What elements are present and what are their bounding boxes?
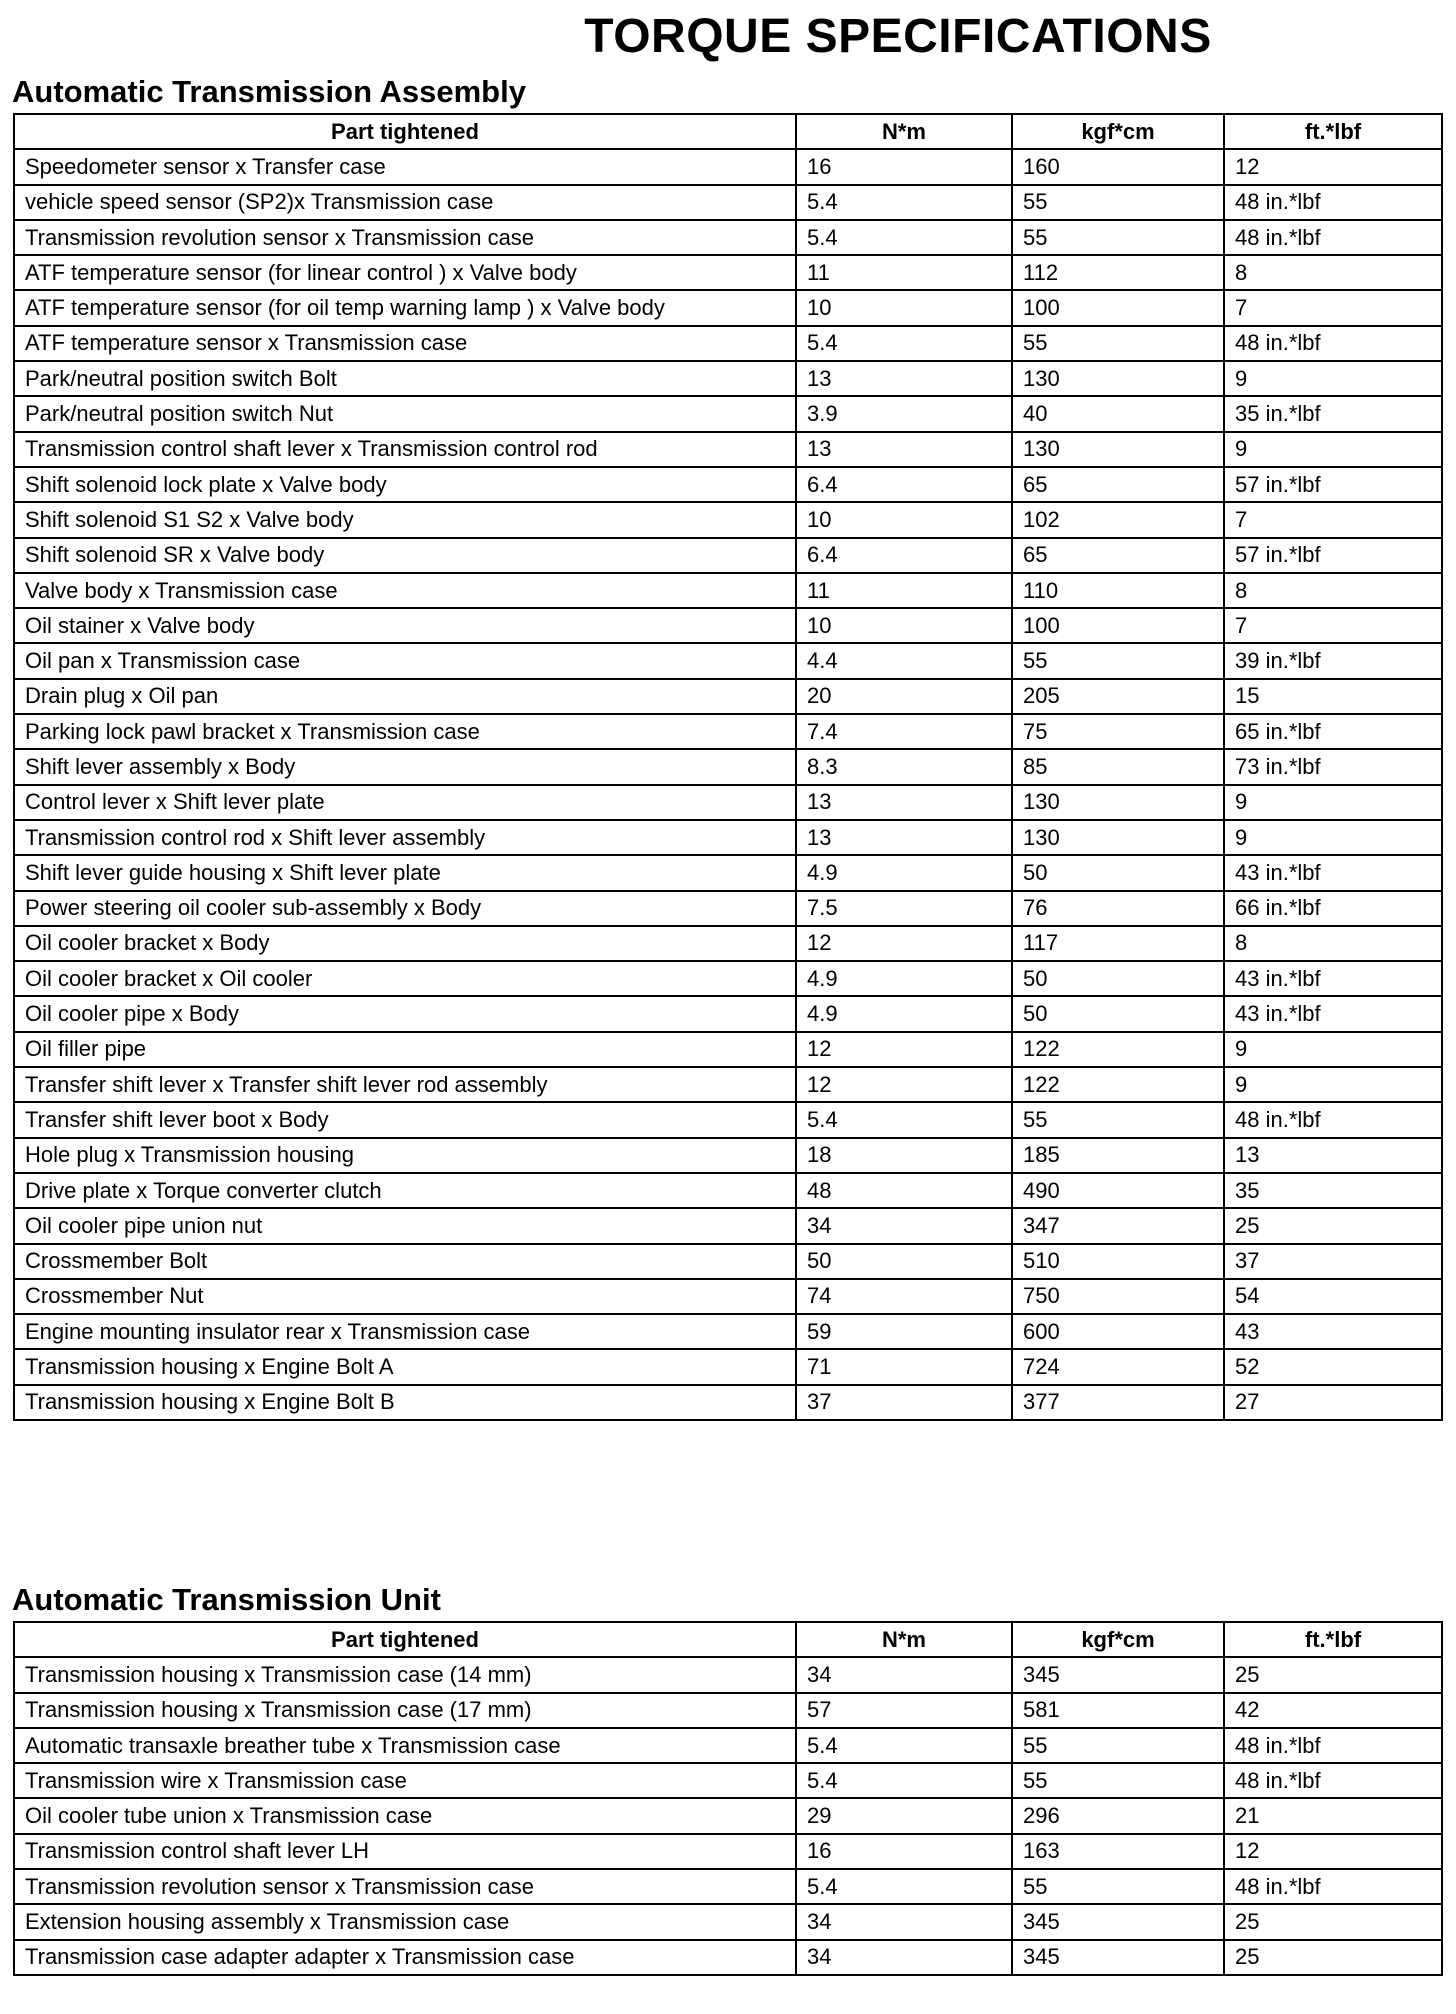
cell-part: Transmission case adapter adapter x Transmission case <box>14 1940 796 1975</box>
table-row <box>14 1693 1442 1728</box>
cell-part: Oil cooler pipe union nut <box>14 1208 796 1243</box>
cell-part: Oil cooler pipe x Body <box>14 996 796 1031</box>
cell-ftlbf: 57 in.*lbf <box>1224 538 1442 573</box>
cell-nm: 13 <box>796 432 1012 467</box>
cell-kgfcm: 76 <box>1012 891 1224 926</box>
cell-kgfcm: 510 <box>1012 1244 1224 1279</box>
table-row <box>14 573 1442 608</box>
cell-nm: 4.4 <box>796 643 1012 678</box>
table-row <box>14 1208 1442 1243</box>
cell-part: Shift lever assembly x Body <box>14 749 796 784</box>
section-title-unit: Automatic Transmission Unit <box>12 1582 441 1617</box>
cell-ftlbf: 9 <box>1224 361 1442 396</box>
cell-part: Speedometer sensor x Transfer case <box>14 149 796 184</box>
cell-nm: 12 <box>796 1032 1012 1067</box>
cell-nm: 5.4 <box>796 1869 1012 1904</box>
cell-kgfcm: 122 <box>1012 1032 1224 1067</box>
column-header-ftlbf: ft.*lbf <box>1224 114 1442 149</box>
cell-kgfcm: 185 <box>1012 1138 1224 1173</box>
cell-ftlbf: 65 in.*lbf <box>1224 714 1442 749</box>
column-header-part: Part tightened <box>14 114 796 149</box>
column-header-part: Part tightened <box>14 1622 796 1657</box>
cell-kgfcm: 490 <box>1012 1173 1224 1208</box>
table-row <box>14 467 1442 502</box>
cell-ftlbf: 25 <box>1224 1904 1442 1939</box>
table-row <box>14 1657 1442 1692</box>
cell-ftlbf: 15 <box>1224 679 1442 714</box>
cell-part: Oil cooler bracket x Body <box>14 926 796 961</box>
table-row <box>14 502 1442 537</box>
column-header-kgfcm: kgf*cm <box>1012 1622 1224 1657</box>
cell-kgfcm: 345 <box>1012 1904 1224 1939</box>
cell-part: Engine mounting insulator rear x Transmission case <box>14 1314 796 1349</box>
cell-ftlbf: 48 in.*lbf <box>1224 185 1442 220</box>
table-row <box>14 855 1442 890</box>
cell-nm: 34 <box>796 1208 1012 1243</box>
table-row <box>14 785 1442 820</box>
table-row <box>14 1834 1442 1869</box>
table-row <box>14 926 1442 961</box>
column-header-nm: N*m <box>796 1622 1012 1657</box>
cell-part: Transmission housing x Transmission case (14 mm) <box>14 1657 796 1692</box>
cell-nm: 4.9 <box>796 855 1012 890</box>
table-row <box>14 1067 1442 1102</box>
table-row <box>14 1869 1442 1904</box>
table-row <box>14 361 1442 396</box>
cell-kgfcm: 345 <box>1012 1940 1224 1975</box>
cell-part: Shift lever guide housing x Shift lever plate <box>14 855 796 890</box>
cell-kgfcm: 55 <box>1012 1728 1224 1763</box>
cell-nm: 11 <box>796 573 1012 608</box>
table-row <box>14 679 1442 714</box>
cell-nm: 10 <box>796 608 1012 643</box>
cell-nm: 16 <box>796 149 1012 184</box>
cell-kgfcm: 117 <box>1012 926 1224 961</box>
torque-table-assembly <box>13 113 1443 1421</box>
table-row <box>14 1940 1442 1975</box>
cell-nm: 48 <box>796 1173 1012 1208</box>
cell-nm: 59 <box>796 1314 1012 1349</box>
cell-kgfcm: 160 <box>1012 149 1224 184</box>
cell-part: vehicle speed sensor (SP2)x Transmission case <box>14 185 796 220</box>
cell-nm: 6.4 <box>796 538 1012 573</box>
cell-kgfcm: 55 <box>1012 1869 1224 1904</box>
cell-kgfcm: 581 <box>1012 1693 1224 1728</box>
cell-nm: 7.4 <box>796 714 1012 749</box>
cell-ftlbf: 66 in.*lbf <box>1224 891 1442 926</box>
cell-nm: 20 <box>796 679 1012 714</box>
table-row <box>14 643 1442 678</box>
cell-part: Shift solenoid S1 S2 x Valve body <box>14 502 796 537</box>
cell-ftlbf: 52 <box>1224 1349 1442 1384</box>
cell-part: Transmission housing x Engine Bolt A <box>14 1349 796 1384</box>
cell-kgfcm: 50 <box>1012 996 1224 1031</box>
column-header-nm: N*m <box>796 114 1012 149</box>
table-row <box>14 1349 1442 1384</box>
cell-ftlbf: 48 in.*lbf <box>1224 1728 1442 1763</box>
cell-part: Transmission revolution sensor x Transmission case <box>14 1869 796 1904</box>
table-row <box>14 220 1442 255</box>
cell-nm: 5.4 <box>796 185 1012 220</box>
table-row <box>14 1763 1442 1798</box>
cell-nm: 10 <box>796 502 1012 537</box>
cell-kgfcm: 50 <box>1012 961 1224 996</box>
cell-ftlbf: 73 in.*lbf <box>1224 749 1442 784</box>
cell-nm: 13 <box>796 785 1012 820</box>
cell-part: Automatic transaxle breather tube x Transmission case <box>14 1728 796 1763</box>
table-row <box>14 255 1442 290</box>
cell-kgfcm: 100 <box>1012 290 1224 325</box>
cell-kgfcm: 163 <box>1012 1834 1224 1869</box>
cell-part: Hole plug x Transmission housing <box>14 1138 796 1173</box>
table-row <box>14 1102 1442 1137</box>
table-row <box>14 1728 1442 1763</box>
table-row <box>14 714 1442 749</box>
cell-kgfcm: 205 <box>1012 679 1224 714</box>
column-header-ftlbf: ft.*lbf <box>1224 1622 1442 1657</box>
table-row <box>14 996 1442 1031</box>
cell-part: Extension housing assembly x Transmission case <box>14 1904 796 1939</box>
cell-kgfcm: 55 <box>1012 326 1224 361</box>
cell-nm: 34 <box>796 1940 1012 1975</box>
table-row <box>14 1138 1442 1173</box>
table-row <box>14 432 1442 467</box>
cell-part: Oil cooler bracket x Oil cooler <box>14 961 796 996</box>
cell-ftlbf: 7 <box>1224 608 1442 643</box>
cell-part: Transmission revolution sensor x Transmission case <box>14 220 796 255</box>
cell-ftlbf: 25 <box>1224 1208 1442 1243</box>
cell-ftlbf: 7 <box>1224 290 1442 325</box>
cell-nm: 74 <box>796 1279 1012 1314</box>
cell-kgfcm: 55 <box>1012 220 1224 255</box>
cell-ftlbf: 9 <box>1224 1032 1442 1067</box>
cell-nm: 37 <box>796 1385 1012 1420</box>
cell-ftlbf: 21 <box>1224 1798 1442 1833</box>
page-title: TORQUE SPECIFICATIONS <box>584 10 1212 63</box>
cell-part: Drive plate x Torque converter clutch <box>14 1173 796 1208</box>
cell-ftlbf: 57 in.*lbf <box>1224 467 1442 502</box>
cell-part: Crossmember Nut <box>14 1279 796 1314</box>
table-header-row <box>14 114 1442 149</box>
cell-part: Oil cooler tube union x Transmission case <box>14 1798 796 1833</box>
cell-nm: 5.4 <box>796 326 1012 361</box>
cell-ftlbf: 25 <box>1224 1940 1442 1975</box>
cell-ftlbf: 43 in.*lbf <box>1224 996 1442 1031</box>
cell-part: Shift solenoid lock plate x Valve body <box>14 467 796 502</box>
cell-part: Transmission control rod x Shift lever assembly <box>14 820 796 855</box>
cell-kgfcm: 65 <box>1012 467 1224 502</box>
cell-nm: 5.4 <box>796 220 1012 255</box>
cell-kgfcm: 65 <box>1012 538 1224 573</box>
cell-ftlbf: 48 in.*lbf <box>1224 220 1442 255</box>
cell-part: Oil stainer x Valve body <box>14 608 796 643</box>
cell-nm: 8.3 <box>796 749 1012 784</box>
table-row <box>14 149 1442 184</box>
cell-kgfcm: 50 <box>1012 855 1224 890</box>
cell-kgfcm: 75 <box>1012 714 1224 749</box>
cell-ftlbf: 37 <box>1224 1244 1442 1279</box>
cell-nm: 13 <box>796 820 1012 855</box>
cell-kgfcm: 130 <box>1012 361 1224 396</box>
cell-kgfcm: 377 <box>1012 1385 1224 1420</box>
cell-ftlbf: 27 <box>1224 1385 1442 1420</box>
cell-nm: 57 <box>796 1693 1012 1728</box>
cell-ftlbf: 9 <box>1224 785 1442 820</box>
table-row <box>14 326 1442 361</box>
cell-nm: 7.5 <box>796 891 1012 926</box>
cell-nm: 34 <box>796 1904 1012 1939</box>
cell-kgfcm: 130 <box>1012 785 1224 820</box>
table-row <box>14 290 1442 325</box>
cell-ftlbf: 8 <box>1224 255 1442 290</box>
cell-ftlbf: 35 <box>1224 1173 1442 1208</box>
cell-kgfcm: 600 <box>1012 1314 1224 1349</box>
table-row <box>14 961 1442 996</box>
cell-part: Parking lock pawl bracket x Transmission case <box>14 714 796 749</box>
cell-ftlbf: 42 <box>1224 1693 1442 1728</box>
cell-nm: 34 <box>796 1657 1012 1692</box>
cell-ftlbf: 7 <box>1224 502 1442 537</box>
cell-part: Transmission wire x Transmission case <box>14 1763 796 1798</box>
cell-nm: 71 <box>796 1349 1012 1384</box>
cell-part: Crossmember Bolt <box>14 1244 796 1279</box>
cell-nm: 11 <box>796 255 1012 290</box>
cell-part: Park/neutral position switch Bolt <box>14 361 796 396</box>
section-title-assembly: Automatic Transmission Assembly <box>12 74 526 109</box>
cell-part: Transmission control shaft lever x Transmission control rod <box>14 432 796 467</box>
table-row <box>14 891 1442 926</box>
cell-kgfcm: 55 <box>1012 643 1224 678</box>
table-row <box>14 1032 1442 1067</box>
table-row <box>14 1385 1442 1420</box>
cell-part: ATF temperature sensor (for linear control ) x Valve body <box>14 255 796 290</box>
table-row <box>14 608 1442 643</box>
table-row <box>14 1244 1442 1279</box>
cell-nm: 4.9 <box>796 961 1012 996</box>
cell-part: Valve body x Transmission case <box>14 573 796 608</box>
cell-kgfcm: 100 <box>1012 608 1224 643</box>
cell-ftlbf: 8 <box>1224 573 1442 608</box>
cell-kgfcm: 347 <box>1012 1208 1224 1243</box>
cell-nm: 18 <box>796 1138 1012 1173</box>
table-row <box>14 1173 1442 1208</box>
cell-part: Control lever x Shift lever plate <box>14 785 796 820</box>
column-header-kgfcm: kgf*cm <box>1012 114 1224 149</box>
cell-kgfcm: 296 <box>1012 1798 1224 1833</box>
cell-part: ATF temperature sensor (for oil temp warning lamp ) x Valve body <box>14 290 796 325</box>
table-row <box>14 1314 1442 1349</box>
cell-part: Oil pan x Transmission case <box>14 643 796 678</box>
cell-part: Transfer shift lever boot x Body <box>14 1102 796 1137</box>
cell-kgfcm: 55 <box>1012 185 1224 220</box>
cell-kgfcm: 750 <box>1012 1279 1224 1314</box>
cell-kgfcm: 130 <box>1012 820 1224 855</box>
cell-kgfcm: 122 <box>1012 1067 1224 1102</box>
cell-ftlbf: 12 <box>1224 1834 1442 1869</box>
cell-part: Transmission housing x Transmission case (17 mm) <box>14 1693 796 1728</box>
cell-ftlbf: 48 in.*lbf <box>1224 1102 1442 1137</box>
cell-ftlbf: 43 in.*lbf <box>1224 961 1442 996</box>
cell-ftlbf: 9 <box>1224 820 1442 855</box>
cell-nm: 10 <box>796 290 1012 325</box>
cell-ftlbf: 8 <box>1224 926 1442 961</box>
cell-nm: 50 <box>796 1244 1012 1279</box>
cell-kgfcm: 724 <box>1012 1349 1224 1384</box>
cell-part: Drain plug x Oil pan <box>14 679 796 714</box>
cell-ftlbf: 9 <box>1224 432 1442 467</box>
table-row <box>14 185 1442 220</box>
cell-part: Shift solenoid SR x Valve body <box>14 538 796 573</box>
table-row <box>14 820 1442 855</box>
table-row <box>14 396 1442 431</box>
cell-kgfcm: 112 <box>1012 255 1224 290</box>
cell-ftlbf: 39 in.*lbf <box>1224 643 1442 678</box>
cell-part: ATF temperature sensor x Transmission case <box>14 326 796 361</box>
cell-ftlbf: 54 <box>1224 1279 1442 1314</box>
cell-part: Power steering oil cooler sub-assembly x Body <box>14 891 796 926</box>
cell-ftlbf: 48 in.*lbf <box>1224 1869 1442 1904</box>
cell-ftlbf: 48 in.*lbf <box>1224 1763 1442 1798</box>
cell-nm: 13 <box>796 361 1012 396</box>
cell-kgfcm: 55 <box>1012 1763 1224 1798</box>
cell-nm: 16 <box>796 1834 1012 1869</box>
torque-table-unit <box>13 1621 1443 1976</box>
cell-ftlbf: 43 in.*lbf <box>1224 855 1442 890</box>
cell-ftlbf: 25 <box>1224 1657 1442 1692</box>
cell-part: Oil filler pipe <box>14 1032 796 1067</box>
cell-ftlbf: 12 <box>1224 149 1442 184</box>
table-header-row <box>14 1622 1442 1657</box>
cell-part: Transfer shift lever x Transfer shift lever rod assembly <box>14 1067 796 1102</box>
cell-part: Transmission housing x Engine Bolt B <box>14 1385 796 1420</box>
cell-kgfcm: 85 <box>1012 749 1224 784</box>
cell-ftlbf: 9 <box>1224 1067 1442 1102</box>
cell-nm: 5.4 <box>796 1728 1012 1763</box>
cell-nm: 5.4 <box>796 1102 1012 1137</box>
cell-nm: 4.9 <box>796 996 1012 1031</box>
cell-nm: 5.4 <box>796 1763 1012 1798</box>
cell-kgfcm: 110 <box>1012 573 1224 608</box>
cell-nm: 12 <box>796 1067 1012 1102</box>
table-row <box>14 1798 1442 1833</box>
table-row <box>14 1279 1442 1314</box>
cell-kgfcm: 130 <box>1012 432 1224 467</box>
cell-part: Transmission control shaft lever LH <box>14 1834 796 1869</box>
cell-nm: 12 <box>796 926 1012 961</box>
cell-part: Park/neutral position switch Nut <box>14 396 796 431</box>
table-row <box>14 1904 1442 1939</box>
cell-kgfcm: 345 <box>1012 1657 1224 1692</box>
cell-kgfcm: 55 <box>1012 1102 1224 1137</box>
cell-nm: 29 <box>796 1798 1012 1833</box>
table-row <box>14 538 1442 573</box>
cell-ftlbf: 48 in.*lbf <box>1224 326 1442 361</box>
cell-ftlbf: 43 <box>1224 1314 1442 1349</box>
cell-nm: 3.9 <box>796 396 1012 431</box>
cell-nm: 6.4 <box>796 467 1012 502</box>
cell-ftlbf: 35 in.*lbf <box>1224 396 1442 431</box>
cell-ftlbf: 13 <box>1224 1138 1442 1173</box>
cell-kgfcm: 40 <box>1012 396 1224 431</box>
table-row <box>14 749 1442 784</box>
cell-kgfcm: 102 <box>1012 502 1224 537</box>
